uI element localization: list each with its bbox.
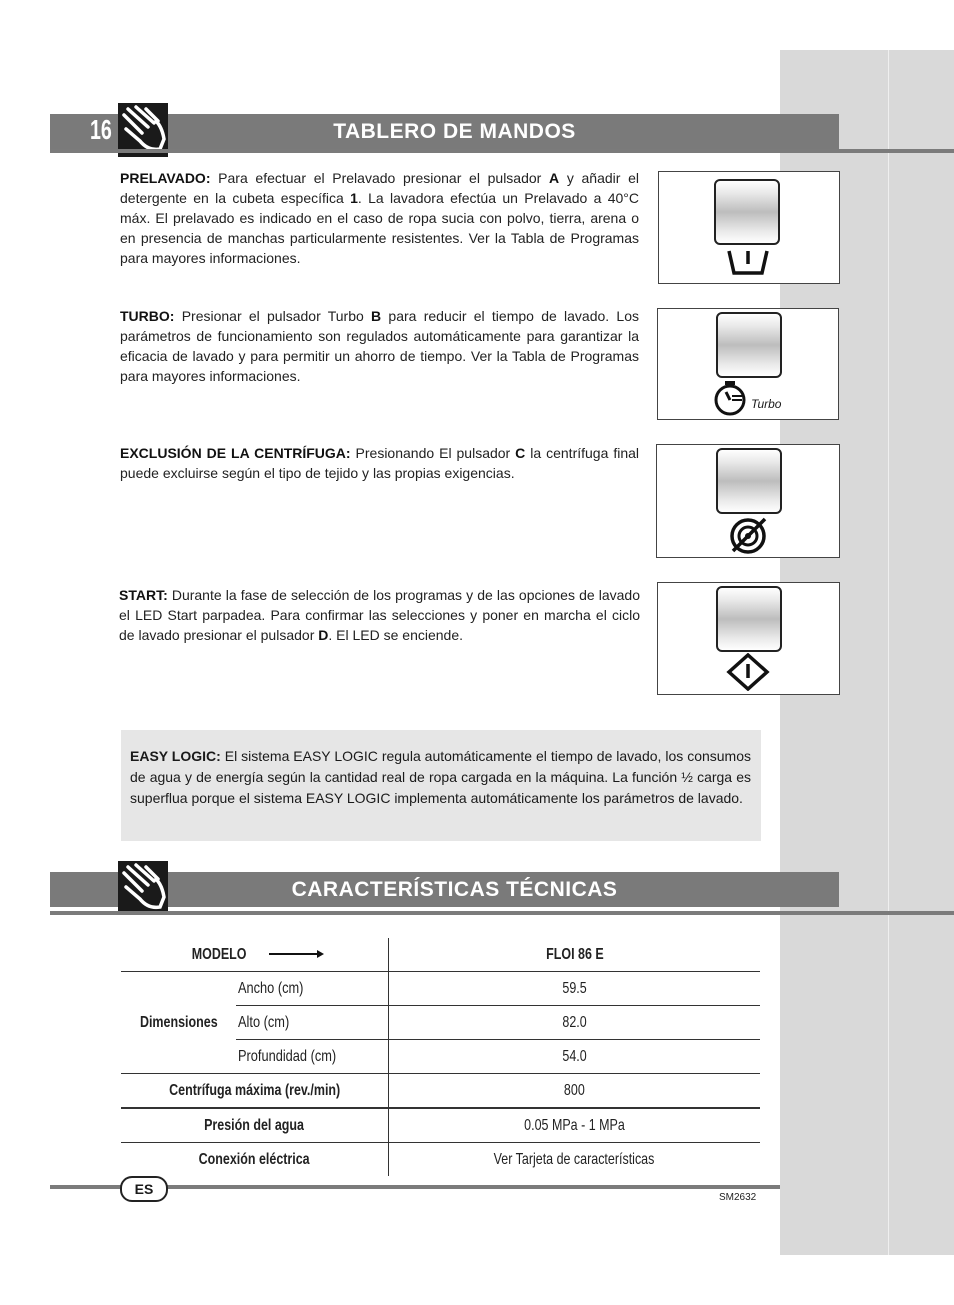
turbo-paragraph: [120, 306, 639, 386]
section-title: TABLERO DE MANDOS: [333, 119, 576, 143]
prelavado-key-2: 1: [350, 190, 358, 206]
model-label: MODELO: [191, 945, 247, 963]
easy-logic-paragraph: [130, 746, 751, 809]
language-badge: ES: [120, 1176, 168, 1202]
arrow-right-icon: [269, 949, 325, 959]
pressure-value: 0.05 MPa - 1 MPa: [524, 1116, 625, 1134]
table-row: [121, 938, 760, 972]
document-code: SM2632: [719, 1192, 757, 1203]
easy-logic-label: EASY LOGIC:: [130, 748, 221, 764]
spin-label: Centrífuga máxima (rev./min): [168, 1081, 341, 1099]
hand-icon-2: [118, 861, 168, 915]
electric-label: Conexión eléctrica: [199, 1150, 310, 1168]
start-diamond-icon: [725, 653, 771, 691]
prelavado-button: [714, 179, 780, 245]
start-button-panel: [657, 582, 840, 695]
section-title-band: [50, 114, 839, 149]
prelavado-text-2: y añadir el detergente en la cubeta específica: [120, 170, 640, 206]
pressure-label: Presión del agua: [204, 1116, 305, 1134]
model-value: FLOI 86 E: [545, 945, 604, 963]
prelavado-text-1: Para efectuar el Prelavado presionar el pulsador: [210, 170, 550, 186]
easy-logic-text: El sistema EASY LOGIC regula automáticamente el tiempo de lavado, los consumos de agua y de energía según la cantidad real de ropa cargada en la máquina. La función ½ carga es superflua porque el sistema EASY LOGIC implementa automáticamente los parámetros de lavado.: [130, 748, 752, 806]
table-row: [121, 1143, 760, 1177]
start-key: D: [318, 627, 329, 643]
prelavado-paragraph: [120, 168, 639, 268]
height-label: Alto (cm): [238, 1013, 290, 1031]
spin-value: 800: [564, 1081, 585, 1099]
prelavado-label: PRELAVADO:: [120, 170, 211, 186]
section-title-2: CARACTERÍSTICAS TÉCNICAS: [291, 877, 618, 901]
table-row: [121, 1108, 760, 1143]
turbo-label: TURBO:: [120, 308, 175, 324]
start-label: START:: [119, 587, 168, 603]
exclusion-button-panel: [656, 444, 840, 558]
easy-logic-box: [121, 730, 761, 841]
sidebar-divider: [888, 50, 889, 1255]
width-label: Ancho (cm): [238, 979, 304, 997]
table-row: [121, 972, 760, 1006]
prewash-tub-icon: [726, 248, 770, 276]
depth-value: 54.0: [562, 1047, 587, 1065]
section-underline: [50, 149, 954, 153]
turbo-text-1: Presionar el pulsador Turbo: [174, 308, 372, 324]
start-text-1: Durante la fase de selección de los programas y de las opciones de lavado el LED Start parpadea. Para confirmar las selecciones y poner en marcha el ciclo de lavado presionar el pulsador: [119, 587, 640, 643]
section-underline-2: [50, 911, 954, 915]
section-title-band-2: [50, 872, 839, 907]
turbo-button: [716, 312, 782, 378]
stopwatch-icon: [712, 379, 748, 417]
electric-value: Ver Tarjeta de características: [494, 1150, 655, 1168]
prelavado-text-3: . La lavadora efectúa un Prelavado a 40°C máx. El prelavado es indicado en el caso de ropa sucia con polvo, tierra, arena o en presencia de manchas particularmente resistentes. Ver la Tabla de Programas para mayores informaciones.: [120, 190, 639, 266]
exclusion-key: C: [515, 445, 526, 461]
turbo-text-2: para reducir el tiempo de lavado. Los parámetros de funcionamiento son regulados automáticamente para garantizar la eficacia de lavado y para permitir un ahorro de tiempo. Ver la Tabla de Programas para mayores informaciones.: [120, 308, 639, 384]
exclusion-label: EXCLUSIÓN DE LA CENTRÍFUGA:: [120, 445, 351, 461]
exclusion-paragraph: [120, 443, 639, 483]
width-value: 59.5: [562, 979, 587, 997]
turbo-icon-label: Turbo: [751, 397, 782, 411]
specs-table: [121, 938, 760, 1176]
height-value: 82.0: [562, 1013, 587, 1031]
exclusion-text-1: Presionando El pulsador: [350, 445, 516, 461]
prelavado-key: A: [549, 170, 560, 186]
page-number: 16: [90, 114, 112, 145]
exclusion-button: [716, 448, 782, 514]
depth-label: Profundidad (cm): [238, 1047, 337, 1065]
start-paragraph: [119, 585, 640, 645]
exclusion-text-2: la centrífuga final puede excluirse según el tipo de tejido y las propias exigencias.: [120, 445, 640, 481]
table-row: [121, 1074, 760, 1109]
start-text-2: . El LED se enciende.: [328, 627, 464, 643]
turbo-key: B: [371, 308, 382, 324]
no-spin-icon: [727, 515, 769, 555]
start-button: [716, 586, 782, 652]
prelavado-button-panel: [658, 171, 840, 284]
turbo-button-panel: [657, 308, 839, 420]
dimensions-label: Dimensiones: [139, 1013, 218, 1031]
